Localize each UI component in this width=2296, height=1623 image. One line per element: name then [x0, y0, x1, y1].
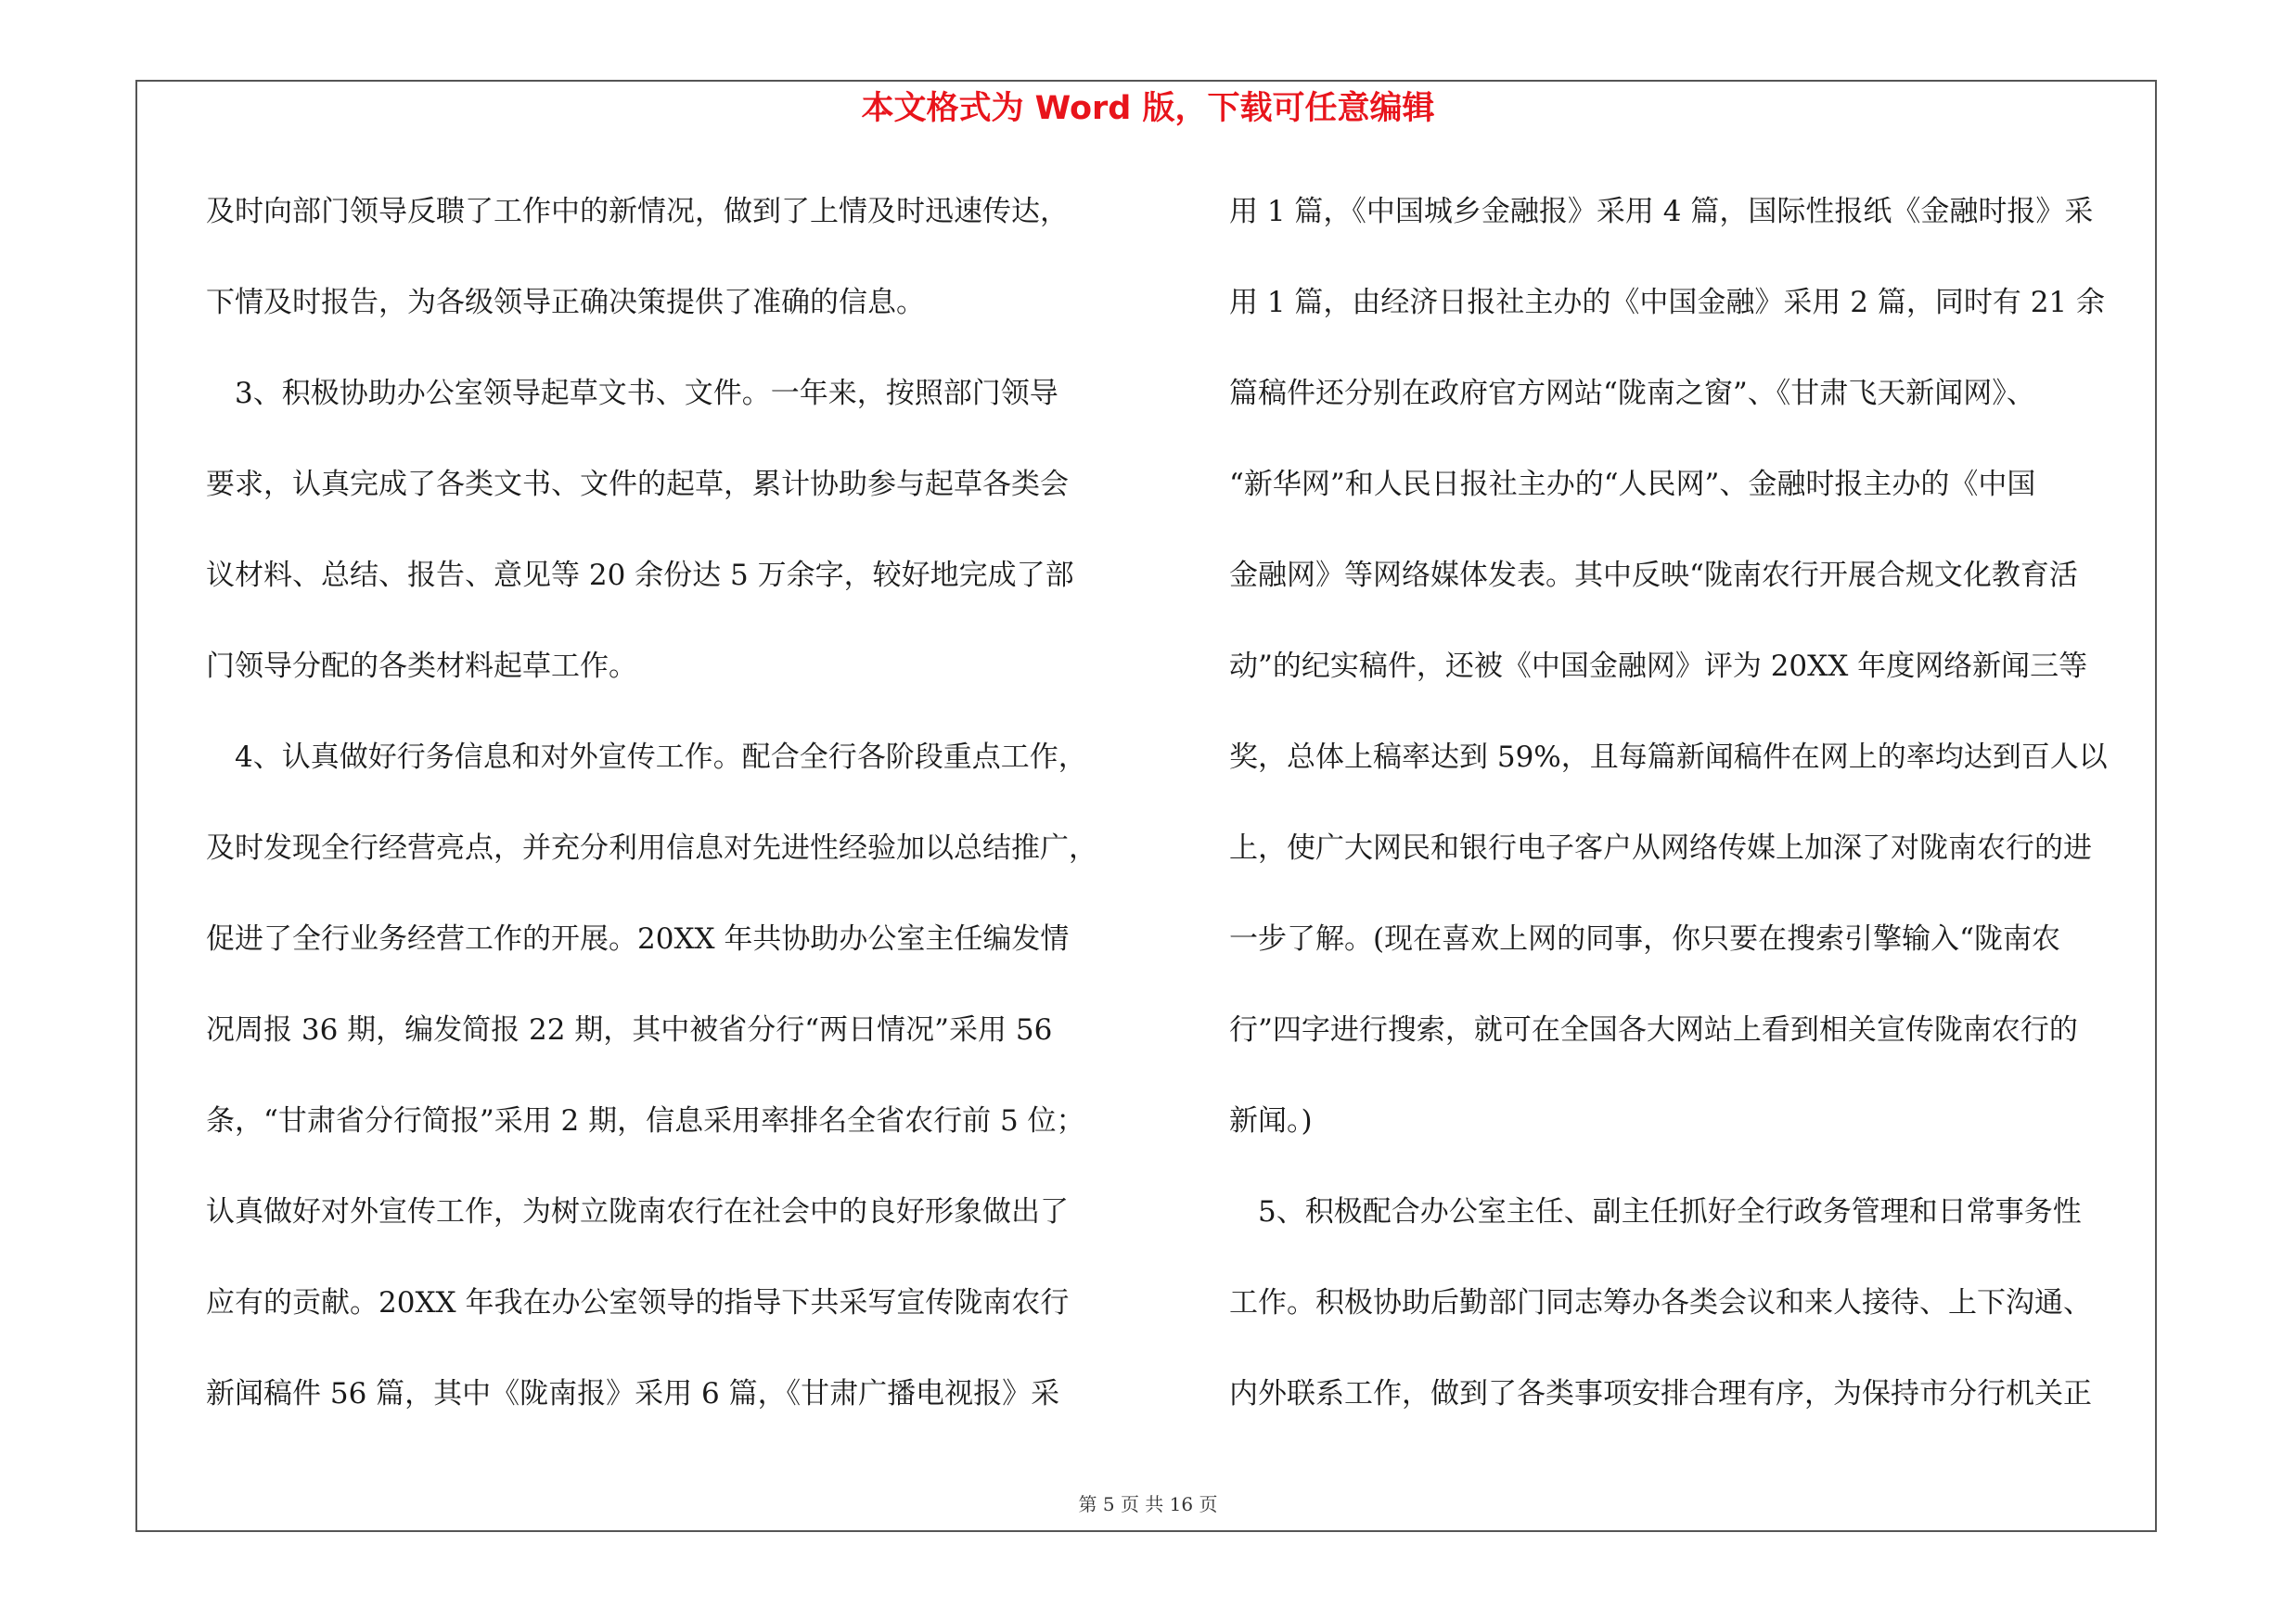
text-line: 用 1 篇，《中国城乡金融报》采用 4 篇，国际性报纸《金融时报》采 — [1229, 195, 2094, 228]
text-line: 条，“甘肃省分行简报”采用 2 期，信息采用率排名全省农行前 5 位； — [206, 1104, 1085, 1138]
text-line: 一步了解。(现在喜欢上网的同事，你只要在搜索引擎输入“陇南农 — [1229, 922, 2060, 956]
text-line: 新闻。) — [1229, 1104, 1313, 1138]
text-line: 新闻稿件 56 篇，其中《陇南报》采用 6 篇，《甘肃广播电视报》采 — [206, 1377, 1060, 1410]
page-number: 第 5 页 共 16 页 — [1078, 1493, 1218, 1515]
text-line: 促进了全行业务经营工作的开展。20XX 年共协助办公室主任编发情 — [206, 922, 1070, 956]
left-text-column — [206, 182, 1152, 1455]
text-line: 况周报 36 期，编发简报 22 期，其中被省分行“两日情况”采用 56 — [206, 1013, 1053, 1047]
text-line: 应有的贡献。20XX 年我在办公室领导的指导下共采写宣传陇南农行 — [206, 1286, 1070, 1320]
text-line: 4、认真做好行务信息和对外宣传工作。配合全行各阶段重点工作， — [206, 741, 1087, 774]
text-line: 下情及时报告，为各级领导正确决策提供了准确的信息。 — [206, 286, 925, 319]
text-line: 动”的纪实稿件，还被《中国金融网》评为 20XX 年度网络新闻三等 — [1229, 650, 2088, 683]
text-line: 篇稿件还分别在政府官方网站“陇南之窗”、《甘肃飞天新闻网》、 — [1229, 377, 2035, 410]
text-line: 3、积极协助办公室领导起草文书、文件。一年来，按照部门领导 — [206, 377, 1058, 410]
text-line: “新华网”和人民日报社主办的“人民网”、金融时报主办的《中国 — [1229, 468, 2036, 501]
text-line: 上，使广大网民和银行电子客户从网络传媒上加深了对陇南农行的进 — [1229, 831, 2092, 865]
text-line: 内外联系工作，做到了各类事项安排合理有序，为保持市分行机关正 — [1229, 1377, 2092, 1410]
format-banner: 本文格式为 Word 版，下载可任意编辑 — [861, 90, 1435, 127]
text-line: 及时发现全行经营亮点，并充分利用信息对先进性经验加以总结推广， — [206, 831, 1097, 865]
text-line: 认真做好对外宣传工作，为树立陇南农行在社会中的良好形象做出了 — [206, 1195, 1069, 1229]
text-line: 金融网》等网络媒体发表。其中反映“陇南农行开展合规文化教育活 — [1229, 559, 2078, 592]
text-line: 奖，总体上稿率达到 59%，且每篇新闻稿件在网上的率均达到百人以 — [1229, 741, 2108, 774]
text-line: 要求，认真完成了各类文书、文件的起草，累计协助参与起草各类会 — [206, 468, 1069, 501]
text-line: 行”四字进行搜索，就可在全国各大网站上看到相关宣传陇南农行的 — [1229, 1013, 2078, 1047]
text-line: 工作。积极协助后勤部门同志筹办各类会议和来人接待、上下沟通、 — [1229, 1286, 2092, 1320]
text-line: 及时向部门领导反聩了工作中的新情况，做到了上情及时迅速传达， — [206, 195, 1069, 228]
text-line: 5、积极配合办公室主任、副主任抓好全行政务管理和日常事务性 — [1229, 1195, 2082, 1229]
right-text-column — [1229, 182, 2157, 1455]
text-line: 议材料、总结、报告、意见等 20 余份达 5 万余字，较好地完成了部 — [206, 559, 1074, 592]
text-line: 门领导分配的各类材料起草工作。 — [206, 650, 637, 683]
text-line: 用 1 篇，由经济日报社主办的《中国金融》采用 2 篇，同时有 21 余 — [1229, 286, 2106, 319]
